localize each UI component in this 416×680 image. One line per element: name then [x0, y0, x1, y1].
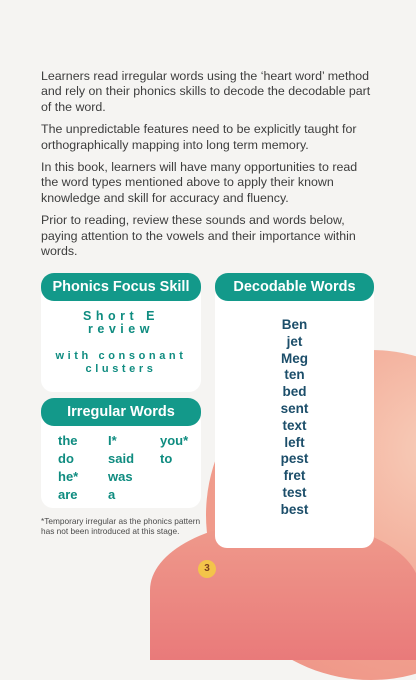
phonics-focus-subtitle-line: with consonant	[55, 350, 187, 362]
decodable-word: pest	[280, 451, 309, 467]
decodable-word: sent	[280, 400, 309, 416]
intro-paragraph: In this book, learners will have many opportunities to read the word types mentioned above to apply their known knowledge and skill for accuracy and fluency.	[41, 160, 358, 205]
irregular-word: he*	[58, 469, 79, 484]
intro-paragraph: Learners read irregular words using the ‘heart word’ method and rely on their phonics skills to decode the decodable part of the word.	[41, 69, 371, 114]
decodable-word: Ben	[281, 317, 308, 332]
decodable-word: Meg	[281, 350, 308, 366]
irregular-word: was	[108, 469, 133, 484]
decodable-word: bed	[282, 384, 307, 400]
phonics-focus-subtitle-line: clusters	[85, 363, 157, 375]
page-number: 3	[198, 560, 216, 578]
phonics-focus-title-line: review	[88, 322, 154, 336]
decodable-word: best	[280, 501, 309, 517]
decodable-word: text	[282, 417, 307, 433]
intro-text	[41, 69, 373, 266]
phonics-focus-title	[41, 310, 201, 336]
irregular-word: do	[58, 451, 74, 466]
irregular-word: I*	[108, 433, 117, 448]
intro-paragraph: Prior to reading, review these sounds and words below, paying attention to the vowels and their importance within words.	[41, 213, 356, 259]
irregular-word: said	[108, 451, 135, 466]
irregular-word: are	[58, 487, 78, 502]
phonics-focus-subtitle	[41, 350, 201, 376]
irregular-words-heading: Irregular Words	[41, 398, 201, 426]
irregular-word: a	[108, 487, 116, 502]
decodable-word: test	[282, 484, 307, 500]
intro-paragraph: The unpredictable features need to be explicitly taught for orthographically mapping into long term memory.	[41, 122, 357, 152]
decodable-words-heading: Decodable Words	[215, 273, 374, 301]
irregular-word: you*	[160, 433, 189, 448]
decodable-word: left	[284, 434, 305, 450]
decodable-word: jet	[286, 333, 303, 349]
decodable-word: fret	[283, 468, 306, 484]
decodable-words-list	[215, 317, 374, 519]
phonics-focus-heading: Phonics Focus Skill	[41, 273, 201, 301]
irregular-word: to	[160, 451, 173, 466]
footnote: *Temporary irregular as the phonics pattern has not been introduced at this stage.	[41, 516, 201, 536]
decodable-word: ten	[284, 367, 305, 383]
irregular-word: the	[58, 433, 78, 448]
phonics-focus-title-line: Short E	[83, 309, 159, 323]
